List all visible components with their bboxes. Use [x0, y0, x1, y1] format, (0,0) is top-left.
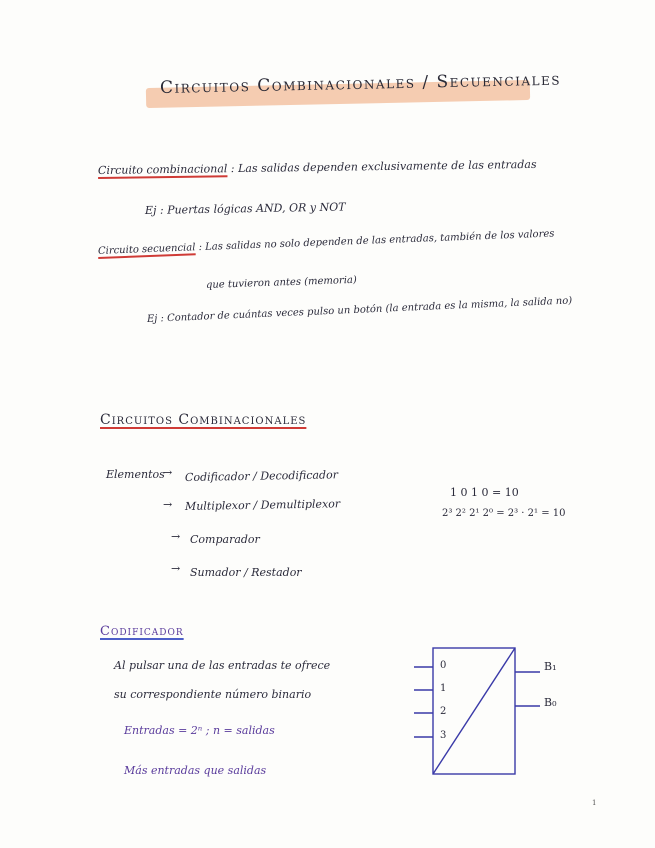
sequential-definition-line1: : Las salidas no solo dependen de las entradas, también de los valores	[198, 228, 555, 254]
element-item-4: Sumador / Restador	[190, 566, 302, 579]
codificador-line1: Al pulsar una de las entradas te ofrece	[114, 659, 331, 672]
sequential-example: Ej : Contador de cuántas veces pulso un botón (la entrada es la misma, la salida no)	[146, 295, 573, 325]
input-label-1: 1	[440, 683, 447, 694]
arrow-icon: →	[163, 466, 173, 479]
elements-label: Elementos	[106, 468, 165, 481]
page-number: 1	[592, 799, 597, 807]
codificador-formula: Entradas = 2ⁿ ; n = salidas	[124, 724, 275, 737]
codificador-title: Codificador	[100, 624, 184, 639]
combinational-section-title: Circuitos Combinacionales	[100, 412, 307, 428]
element-item-2: Multiplexor / Demultiplexor	[184, 497, 341, 513]
arrow-icon: →	[171, 562, 181, 575]
input-label-2: 2	[440, 706, 447, 717]
binary-example-line2: 2³ 2² 2¹ 2⁰ = 2³ · 2¹ = 10	[442, 508, 566, 519]
output-label-b1: B₁	[544, 660, 557, 673]
input-label-3: 3	[440, 730, 447, 741]
sequential-label: Circuito secuencial	[97, 242, 196, 257]
combinational-label: Circuito combinacional	[97, 162, 228, 177]
codificador-line2: su correspondiente número binario	[114, 688, 312, 701]
sequential-definition-line2: que tuvieron antes (memoria)	[205, 274, 357, 291]
codificador-note: Más entradas que salidas	[124, 764, 267, 777]
element-item-1: Codificador / Decodificador	[184, 468, 339, 484]
binary-example-line1: 1 0 1 0 = 10	[450, 486, 519, 499]
output-label-b0: B₀	[544, 696, 557, 709]
arrow-icon: →	[163, 498, 173, 511]
input-label-0: 0	[440, 660, 447, 671]
page-title: Circuitos Combinacionales / Secuenciales	[159, 69, 562, 98]
combinational-example: Ej : Puertas lógicas AND, OR y NOT	[144, 200, 346, 217]
arrow-icon: →	[171, 530, 181, 543]
combinational-definition-text: : Las salidas dependen exclusivamente de las entradas	[230, 157, 537, 176]
element-item-3: Comparador	[190, 533, 260, 546]
